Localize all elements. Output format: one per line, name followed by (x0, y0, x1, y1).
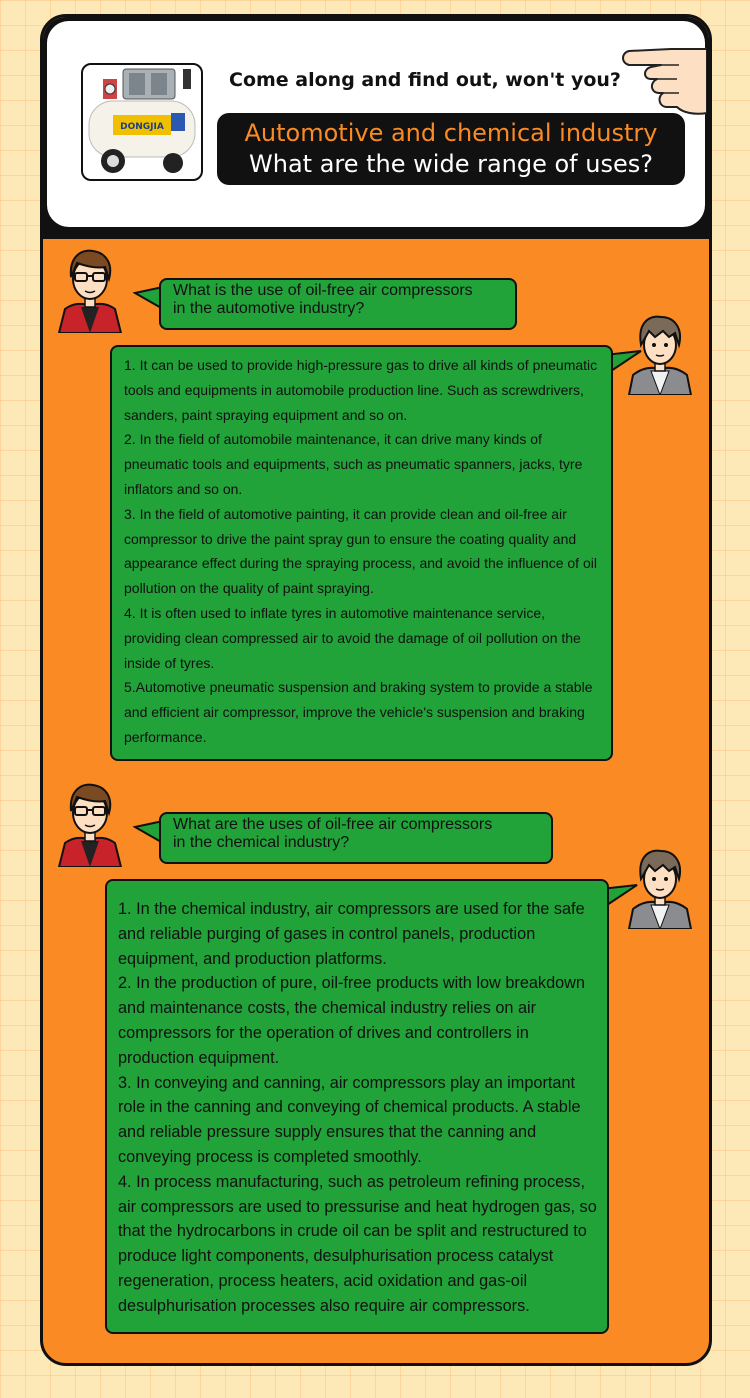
tagline: Come along and find out, won't you? (229, 69, 621, 91)
question-line-1: What is the use of oil-free air compressors (173, 282, 473, 299)
answer-item: 3. In conveying and canning, air compressors play an important role in the canning and conveying of chemical products. A stable and reliable pressure supply ensures that the canning and conveying process is completed smoothly. (118, 1073, 581, 1166)
product-image (81, 63, 203, 181)
question-line-1: What are the uses of oil-free air compressors (173, 816, 493, 833)
title-line-1: Automotive and chemical industry (244, 119, 658, 147)
title-line-2: What are the wide range of uses? (249, 150, 653, 178)
answer-item: 2. In the field of automobile maintenance, it can drive many kinds of pneumatic tools and equipments, such as pneumatic spanners, jacks, tyre inflators and so on. (124, 431, 583, 497)
answer-item: 1. In the chemical industry, air compressors are used for the safe and reliable purging of gases in control panels, production equipment, and production platforms. (118, 900, 585, 968)
pointing-hand-icon (621, 27, 707, 119)
answer-item: 4. In process manufacturing, such as petroleum refining process, air compressors are used to pressurise and heat hydrogen gas, so that the hydrocarbons in crude oil can be split and restructured to produce light components, desulphurisation process catalyst regeneration, process heaters, acid oxidation and gas-oil desulphurisation processes also require air compressors. (118, 1172, 597, 1315)
question-bubble-chemical (159, 812, 553, 864)
air-compressor-icon (83, 65, 201, 179)
answer-item: 4. It is often used to inflate tyres in automotive maintenance service, providing clean compressed air to avoid the damage of oil pollution on the inside of tyres. (124, 604, 581, 671)
answer-bubble-chemical (105, 879, 609, 1334)
questioner-avatar (55, 781, 125, 867)
answer-item: 1. It can be used to provide high-pressure gas to drive all kinds of pneumatic tools and equipments in automobile production line. Such as screwdrivers, sanders, paint spraying equipment and so on. (124, 357, 598, 423)
title-box (217, 113, 685, 185)
answer-item: 3. In the field of automotive painting, it can provide clean and oil-free air compressor to drive the paint spray gun to ensure the coating quality and appearance effect during the spraying process, and avoid the influence of oil pollution on the quality of paint spraying. (124, 505, 597, 597)
questioner-avatar (55, 247, 125, 333)
question-line-2: in the chemical industry? (173, 834, 350, 851)
header-card (47, 21, 705, 227)
main-panel (40, 14, 712, 1366)
question-bubble-automotive (159, 278, 517, 330)
question-line-2: in the automotive industry? (173, 300, 365, 317)
answer-bubble-automotive (110, 345, 613, 761)
answer-item: 2. In the production of pure, oil-free products with low breakdown and maintenance costs, the chemical industry relies on air compressors for the operation of drives and controllers in production equipment. (118, 974, 585, 1067)
answer-item: 5.Automotive pneumatic suspension and braking system to provide a stable and efficient air compressor, improve the vehicle's suspension and braking performance. (124, 679, 593, 745)
product-brand-text: DONGJIA (120, 122, 164, 132)
